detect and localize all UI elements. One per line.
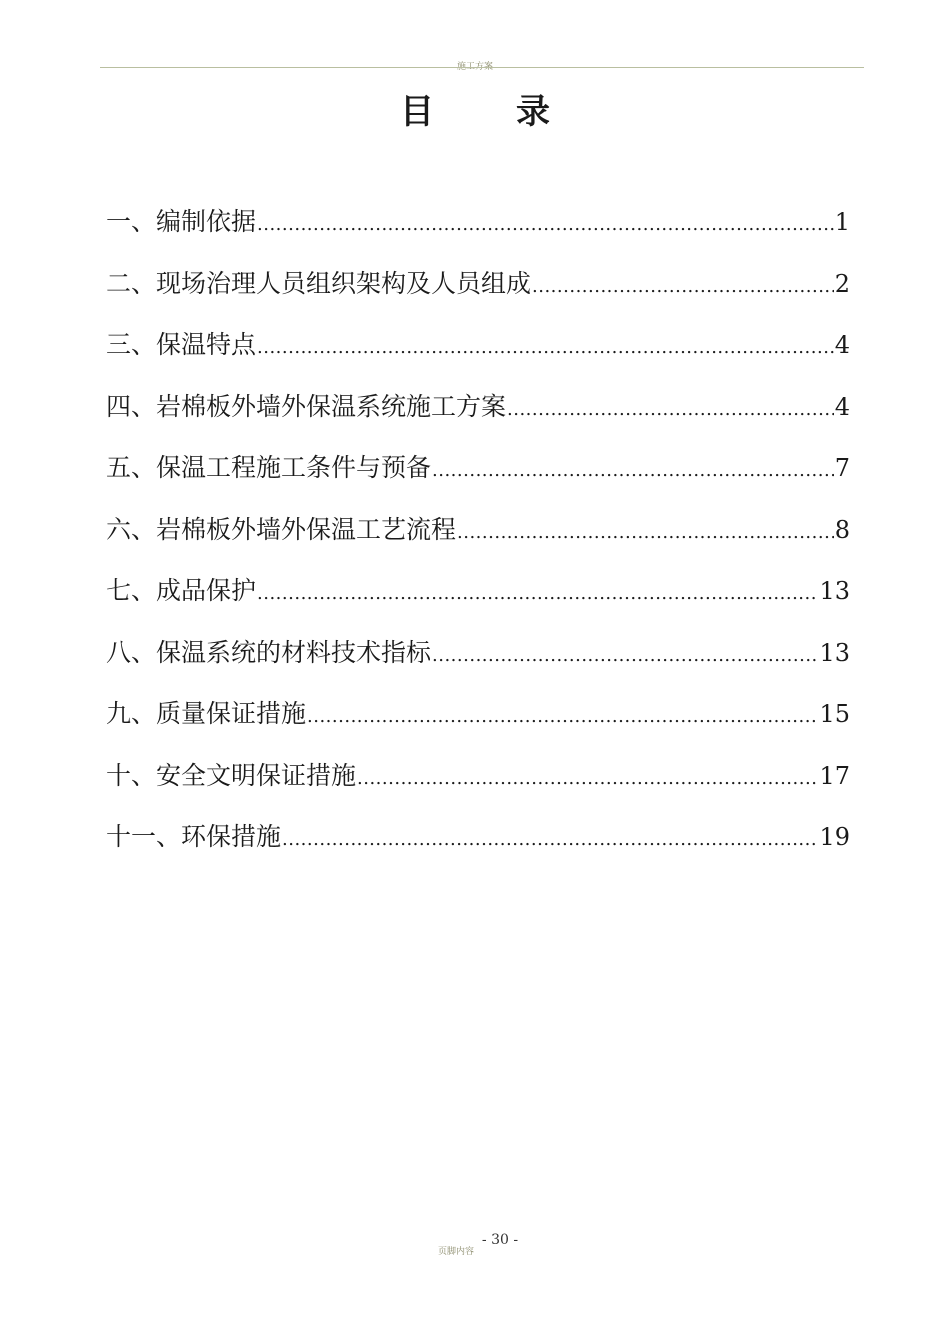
toc-entry[interactable] xyxy=(106,688,850,750)
toc-entry-page: 7 xyxy=(834,454,850,482)
toc-entry[interactable] xyxy=(106,381,850,443)
toc-dot-leader xyxy=(307,691,818,743)
toc-entry-page: 19 xyxy=(819,823,850,851)
page-title xyxy=(0,84,950,133)
title-char-2: 录 xyxy=(516,92,550,132)
toc-entry-label: 十、安全文明保证措施 xyxy=(106,760,357,790)
toc-entry-page: 15 xyxy=(819,700,850,728)
toc-entry-page: 1 xyxy=(834,208,850,236)
toc-dot-leader xyxy=(532,261,834,313)
header-text: 施工方案 xyxy=(456,62,493,72)
toc-dot-leader xyxy=(257,199,834,251)
toc-entry-label: 十一、环保措施 xyxy=(106,822,282,851)
toc-entry-page: 4 xyxy=(834,392,850,421)
toc-entry-label: 七、成品保护 xyxy=(106,576,257,605)
toc-entry[interactable] xyxy=(106,196,850,258)
footer-text: 页脚内容 xyxy=(438,1247,475,1257)
toc-entry[interactable] xyxy=(106,504,850,566)
toc-entry[interactable] xyxy=(106,627,850,689)
toc-entry-label: 四、岩棉板外墙外保温系统施工方案 xyxy=(106,391,507,421)
toc-dot-leader xyxy=(282,814,818,866)
toc-entry-label: 八、保温系统的材料技术指标 xyxy=(106,637,432,667)
toc-entry[interactable] xyxy=(106,811,850,873)
title-char-1: 目 xyxy=(400,92,434,132)
toc-dot-leader xyxy=(432,630,818,682)
toc-entry[interactable] xyxy=(106,565,850,627)
toc-dot-leader xyxy=(257,568,818,620)
toc-entry-label: 六、岩棉板外墙外保温工艺流程 xyxy=(106,514,457,544)
toc-entry-page: 2 xyxy=(834,269,850,298)
toc-entry-page: 4 xyxy=(834,331,850,359)
toc-entry-label: 一、编制依据 xyxy=(106,207,257,236)
toc-dot-leader xyxy=(257,322,834,374)
toc-entry-label: 二、现场治理人员组织架构及人员组成 xyxy=(106,268,532,298)
toc-dot-leader xyxy=(507,384,834,436)
table-of-contents xyxy=(106,196,850,873)
toc-entry[interactable] xyxy=(106,258,850,320)
toc-entry-label: 九、质量保证措施 xyxy=(106,699,307,728)
toc-entry-label: 三、保温特点 xyxy=(106,330,257,359)
header-rule xyxy=(100,67,864,68)
footer-page-number: - 30 - xyxy=(481,1232,519,1248)
toc-dot-leader xyxy=(357,753,818,805)
toc-entry-page: 13 xyxy=(819,577,850,605)
toc-entry-page: 13 xyxy=(819,638,850,667)
toc-entry[interactable] xyxy=(106,442,850,504)
toc-entry-page: 8 xyxy=(834,515,850,544)
toc-entry[interactable] xyxy=(106,319,850,381)
toc-dot-leader xyxy=(457,507,834,559)
toc-entry[interactable] xyxy=(106,750,850,812)
toc-entry-page: 17 xyxy=(819,761,850,790)
toc-dot-leader xyxy=(432,445,834,497)
toc-entry-label: 五、保温工程施工条件与预备 xyxy=(106,453,432,482)
